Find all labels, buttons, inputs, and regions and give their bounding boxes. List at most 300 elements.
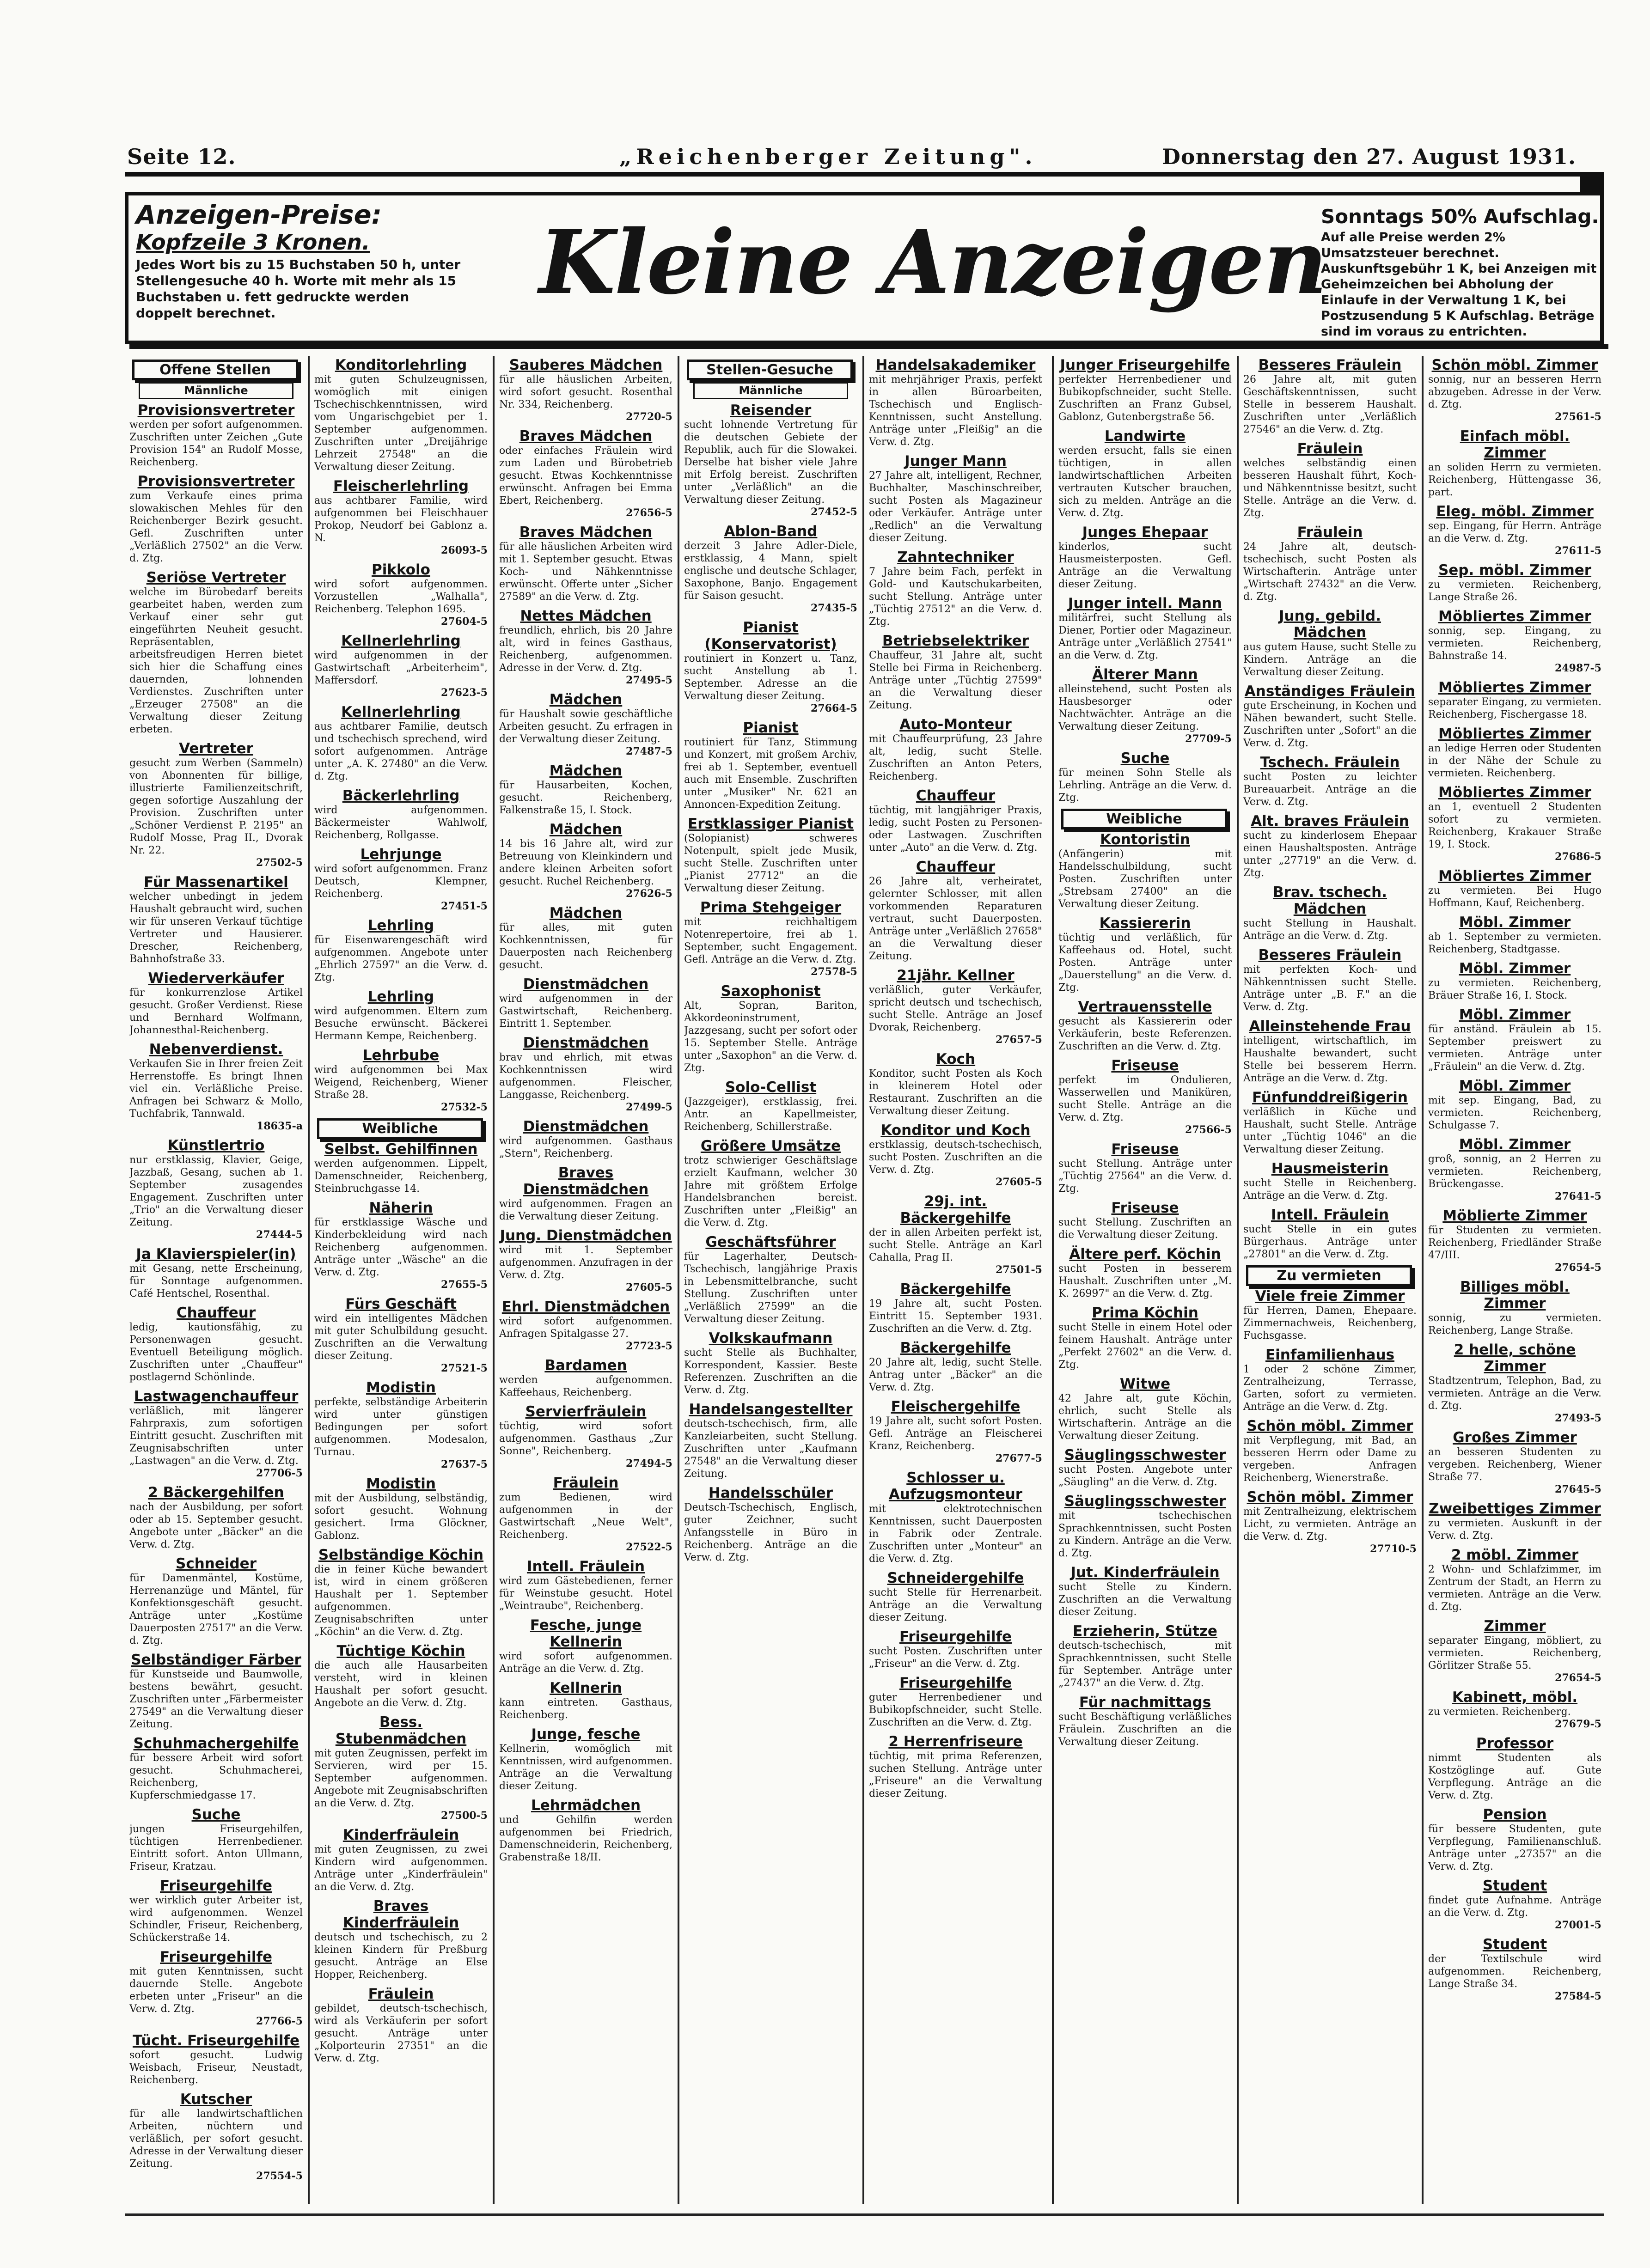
ad-text: perfekte, selbständige Arbeiterin wird unter günstigen Bedingungen per sofort aufgenommen. Modesalon, Turnau. bbox=[314, 1396, 488, 1458]
classified-ad bbox=[499, 905, 672, 971]
ad-text: kann eintreten. Gasthaus, Reichenberg. bbox=[499, 1697, 672, 1721]
ad-heading: Möbliertes Zimmer bbox=[1438, 868, 1591, 884]
ad-text: für alles, mit guten Kochkenntnissen, für Dauerposten nach Reichenberg gesucht. bbox=[499, 922, 672, 971]
ad-text: 24 Jahre alt, deutsch-tschechisch, sucht Posten als Wirtschafterin. Anträge unter „Wirtschaft 27432" an die Verw. d. Ztg. bbox=[1243, 541, 1417, 603]
classified-ad bbox=[314, 1643, 488, 1709]
ad-text: sucht Stellung. Zuschriften an die Verwaltung dieser Zeitung. bbox=[1058, 1217, 1232, 1241]
ad-text: Stadtzentrum, Telephon, Bad, zu vermieten. Anträge an die Verw. d. Ztg. bbox=[1428, 1375, 1601, 1412]
classified-ad bbox=[129, 1305, 303, 1384]
ad-text: jungen Friseurgehilfen, tüchtigen Herrenbediener. Eintritt sofort. Anton Ullmann, Friseur, Kratzau. bbox=[129, 1823, 303, 1872]
classified-ad bbox=[684, 983, 857, 1074]
ad-text: zu vermieten. Auskunft in der Verw. d. Ztg. bbox=[1428, 1518, 1601, 1542]
ad-heading: Für Massenartikel bbox=[144, 874, 288, 890]
ad-text: nur erstklassig, Klavier, Geige, Jazzbaß, Gesang, suchen ab 1. September zusagendes Engagement. Zuschriften unter „Trio" an die Verwaltung dieser Zeitung. bbox=[129, 1154, 303, 1228]
classified-ad bbox=[1243, 440, 1417, 519]
ad-text: 19 Jahre alt, sucht Posten. Eintritt 15. September 1931. Zuschriften an die Verw. d. Ztg. bbox=[869, 1298, 1042, 1335]
ad-text: sucht Stelle in einem Hotel oder feinem Haushalt. Anträge unter „Perfekt 27602" an die Verw. d. Ztg. bbox=[1058, 1322, 1232, 1371]
ad-heading: Fünfunddreißigerin bbox=[1252, 1089, 1408, 1106]
ad-text: tüchtig, wird sofort aufgenommen. Gasthaus „Zur Sonne", Reichenberg. bbox=[499, 1421, 672, 1457]
classified-ad bbox=[869, 1570, 1042, 1624]
ad-text: oder einfaches Fräulein wird zum Laden und Bürobetrieb gesucht. Etwas Kochkenntnisse erwünscht. Anfragen bei Emma Ebert, Reichenberg. bbox=[499, 445, 672, 506]
classified-ad bbox=[869, 549, 1042, 628]
ad-heading: Koch bbox=[935, 1051, 976, 1067]
ad-text: sonnig, zu vermieten. Reichenberg, Lange Straße. bbox=[1428, 1312, 1601, 1336]
classified-ad bbox=[1058, 357, 1232, 423]
classified-ad bbox=[1243, 357, 1417, 436]
classified-ad bbox=[1243, 524, 1417, 603]
classified-ad bbox=[1243, 683, 1417, 750]
ad-text: wird aufgenommen. Eltern zum Besuche erwünscht. Bäckerei Hermann Kempe, Reichenberg. bbox=[314, 1006, 488, 1042]
ad-text: trotz schwieriger Geschäftslage erzielt Kaufmann, welcher 30 Jahre mit größtem Erfolge Handelsbranchen bereist. Zuschriften unter „Fleißig" an die Verw. d. Ztg. bbox=[684, 1155, 857, 1229]
classified-ad bbox=[499, 524, 672, 603]
section-title: Kleine Anzeigen bbox=[539, 211, 1326, 314]
ad-heading: Kellnerin bbox=[550, 1680, 622, 1696]
ad-heading: Wiederverkäufer bbox=[148, 970, 284, 987]
ad-text: mit Zentralheizung, elektrischem Licht, zu vermieten. Anträge an die Verw. d. Ztg. bbox=[1243, 1506, 1417, 1542]
ad-text: 19 Jahre alt, sucht sofort Posten. Gefl. Anträge an Fleischerei Kranz, Reichenberg. bbox=[869, 1415, 1042, 1452]
ad-heading: Bardamen bbox=[544, 1357, 627, 1374]
column-rule bbox=[493, 356, 495, 2204]
classified-ad bbox=[499, 1357, 672, 1399]
classified-ad bbox=[499, 428, 672, 519]
ad-text: mit perfekten Koch- und Nähkenntnissen sucht Stelle. Anträge unter „B. F." an die Verw. d. Ztg. bbox=[1243, 964, 1417, 1013]
ad-text: 26 Jahre alt, mit guten Geschäftskenntnissen, sucht Stelle in besserem Haushalt. Zuschriften unter „Verläßlich 27546" an die Verw. d. Ztg. bbox=[1243, 374, 1417, 435]
ad-text: sucht zu kinderlosem Ehepaar einen Haushaltsposten. Anträge unter „27719" an die Verw. d. Ztg. bbox=[1243, 830, 1417, 879]
ad-heading: Dienstmädchen bbox=[523, 1035, 649, 1051]
ad-text: tüchtig und verläßlich, für Kaffeehaus od. Hotel, sucht Posten. Anträge unter „Dauerstellung" an die Verw. d. Ztg. bbox=[1058, 932, 1232, 994]
ad-heading: Saxophonist bbox=[721, 983, 821, 1000]
ad-text: mit der Ausbildung, selbständig, sofort gesucht. Wohnung gesichert. Irma Glöckner, Gablonz. bbox=[314, 1493, 488, 1542]
classified-ad bbox=[314, 704, 488, 783]
ad-heading: Eleg. möbl. Zimmer bbox=[1436, 503, 1594, 520]
ad-heading: Alleinstehende Frau bbox=[1249, 1018, 1411, 1035]
ad-text: 14 bis 16 Jahre alt, wird zur Betreuung von Kleinkindern und andere kleinen Arbeiten sofort gesucht. Ruchel Reichenberg. bbox=[499, 838, 672, 887]
ad-heading: Besseres Fräulein bbox=[1258, 947, 1402, 963]
ad-text: wird sofort aufgenommen. Franz Deutsch, Klempner, Reichenberg. bbox=[314, 863, 488, 900]
ad-heading: Kellnerlehrling bbox=[341, 633, 461, 649]
ad-number: 27655-5 bbox=[441, 1279, 488, 1291]
classified-ad bbox=[1058, 1447, 1232, 1488]
classified-ad bbox=[684, 1485, 857, 1564]
ad-text: für Haushalt sowie geschäftliche Arbeiten gesucht. Zu erfragen in der Verwaltung dieser Zeitung. bbox=[499, 708, 672, 745]
ad-heading: Konditor und Koch bbox=[880, 1122, 1031, 1139]
classified-ad bbox=[1428, 726, 1601, 780]
ad-number: 27679-5 bbox=[1555, 1718, 1601, 1730]
classified-ad bbox=[129, 970, 303, 1036]
ad-heading: Dienstmädchen bbox=[523, 1118, 649, 1135]
classified-ad bbox=[499, 1227, 672, 1294]
ad-heading: Prima Stehgeiger bbox=[700, 899, 842, 916]
ad-number: 27706-5 bbox=[256, 1467, 303, 1479]
ad-text: tüchtig, mit prima Referenzen, suchen Stellung. Anträge unter „Friseure" an die Verwaltung dieser Zeitung. bbox=[869, 1750, 1042, 1799]
ad-number: 27561-5 bbox=[1555, 411, 1601, 423]
ad-heading: Anständiges Fräulein bbox=[1244, 683, 1416, 700]
ad-heading: Bäckergehilfe bbox=[900, 1340, 1011, 1356]
classifieds-banner bbox=[125, 192, 1604, 344]
ad-heading: Möbliertes Zimmer bbox=[1438, 784, 1591, 801]
ad-text: werden aufgenommen. Lippelt, Damenschneider, Reichenberg, Steinbruchgasse 14. bbox=[314, 1158, 488, 1195]
classified-ad bbox=[684, 523, 857, 615]
classified-ad bbox=[1428, 679, 1601, 721]
classified-ad bbox=[129, 1137, 303, 1241]
ad-heading: Mädchen bbox=[549, 691, 623, 708]
section-subheading: Männliche bbox=[139, 382, 293, 399]
classified-ad bbox=[1428, 1689, 1601, 1731]
ad-heading: Kassiererin bbox=[1099, 915, 1191, 932]
ad-heading: Fürs Geschäft bbox=[345, 1296, 457, 1312]
classified-ad bbox=[129, 1041, 303, 1133]
ad-text: wird ein intelligentes Mädchen mit guter Schulbildung gesucht. Zuschriften an die Verwaltung dieser Zeitung. bbox=[314, 1313, 488, 1362]
ad-heading: Möbl. Zimmer bbox=[1459, 1006, 1571, 1023]
classified-ad bbox=[129, 1878, 303, 1944]
ad-text: 27 Jahre alt, intelligent, Rechner, Buchhalter, Maschinschreiber, sucht Posten als Magazineur oder Verkäufer. Anträge unter „Redlich" an die Verwaltung dieser Zeitung. bbox=[869, 470, 1042, 544]
ad-heading: Pianist bbox=[743, 719, 799, 736]
ad-heading: Reisender bbox=[730, 402, 812, 419]
classified-ad bbox=[1428, 1547, 1601, 1613]
ad-text: wer wirklich guter Arbeiter ist, wird aufgenommen. Wenzel Schindler, Friseur, Reichenberg, Schückerstraße 14. bbox=[129, 1895, 303, 1944]
ad-text: erstklassig, deutsch-tschechisch, sucht Posten. Zuschriften an die Verw. d. Ztg. bbox=[869, 1139, 1042, 1176]
ad-text: 2 Wohn- und Schlafzimmer, im Zentrum der Stadt, an Herrn zu vermieten. Anträge an die Verw. d. Ztg. bbox=[1428, 1564, 1601, 1613]
page-number: Seite 12. bbox=[127, 144, 236, 169]
ad-heading: Lehrjunge bbox=[360, 846, 442, 863]
classified-ad bbox=[1058, 666, 1232, 745]
ad-text: welche im Bürobedarf bereits gearbeitet haben, werden zum Verkauf einer sehr gut eingeführten Neuheit gesucht. Repräsentablen, arbeitsfreudigen Herren bietet sich hier die Schaffung eines dauernden, lohnenden Verdienstes. Zuschriften unter „Erzeuger 27508" an die Verwaltung dieser Zeitung erbeten. bbox=[129, 586, 303, 735]
ad-text: wird sofort aufgenommen. Anträge an die Verw. d. Ztg. bbox=[499, 1651, 672, 1675]
column-rule bbox=[862, 356, 864, 2204]
ad-heading: Konditorlehrling bbox=[335, 357, 467, 373]
ad-text: an soliden Herrn zu vermieten. Reichenberg, Hüttengasse 36, part. bbox=[1428, 462, 1601, 498]
ad-text: alleinstehend, sucht Posten als Hausbesorger oder Nachtwächter. Anträge an die Verwaltung dieser Zeitung. bbox=[1058, 683, 1232, 732]
ad-heading: Jut. Kinderfräulein bbox=[1070, 1564, 1220, 1581]
ad-text: 20 Jahre alt, ledig, sucht Stelle. Antrag unter „Bäcker" an die Verw. d. Ztg. bbox=[869, 1357, 1042, 1393]
ad-text: verläßlich, mit längerer Fahrpraxis, zum sofortigen Eintritt gesucht. Zuschriften mit Zeugnisabschriften unter „Lastwagen" an die Verw. d. Ztg. bbox=[129, 1405, 303, 1467]
classified-ad bbox=[314, 787, 488, 841]
ad-heading: Lehrbube bbox=[362, 1047, 440, 1064]
classified-ad bbox=[684, 619, 857, 715]
ad-text: wird sofort aufgenommen. Vorzustellen „Walhalla", Reichenberg. Telephon 1695. bbox=[314, 579, 488, 615]
ad-text: sonnig, nur an besseren Herrn abzugeben. Adresse in der Verw. d. Ztg. bbox=[1428, 374, 1601, 410]
ad-heading: Fleischerlehrling bbox=[333, 478, 469, 494]
ad-text: sucht Stelle in Reichenberg. Anträge an die Verw. d. Ztg. bbox=[1243, 1177, 1417, 1201]
column-rule bbox=[1237, 356, 1239, 2204]
classified-ad bbox=[1243, 1207, 1417, 1261]
ad-text: 7 Jahre beim Fach, perfekt in Gold- und Kautschukarbeiten, sucht Stellung. Anträge unter „Tüchtig 27512" an die Verw. d. Ztg. bbox=[869, 566, 1042, 628]
classified-ad bbox=[129, 569, 303, 736]
classified-ad bbox=[314, 1827, 488, 1893]
classified-ad bbox=[1243, 1018, 1417, 1085]
ad-number: 27626-5 bbox=[626, 888, 672, 900]
ad-heading: Billiges möbl. Zimmer bbox=[1460, 1279, 1570, 1312]
classified-ad bbox=[684, 402, 857, 518]
classified-ad bbox=[869, 1122, 1042, 1189]
ad-text: mit guten Schulzeugnissen, womöglich mit einigen Tschechischkenntnissen, wird vom Ungarischgebiet per 1. September aufgenommen. Zuschriften unter „Dreijährige Lehrzeit 27548" an die Verwaltung dieser Zeitung. bbox=[314, 374, 488, 473]
classified-ad bbox=[129, 1949, 303, 2028]
ad-number: 27654-5 bbox=[1555, 1262, 1601, 1274]
ad-number: 27554-5 bbox=[256, 2170, 303, 2182]
ad-text: gebildet, deutsch-tschechisch, wird als Verkäuferin per sofort gesucht. Anträge unter „Kolporteurin 27351" an die Verw. d. Ztg. bbox=[314, 2003, 488, 2064]
ad-number: 27645-5 bbox=[1555, 1483, 1601, 1495]
ad-text: (Solopianist) schweres Notenpult, spielt jede Musik, sucht Stelle. Zuschriften unter „Pianist 27712" an die Verwaltung dieser Zeitung. bbox=[684, 833, 857, 894]
ad-text: (Anfängerin) mit Handelsschulbildung, sucht Posten. Zuschriften unter „Strebsam 27400" an die Verwaltung dieser Zeitung. bbox=[1058, 848, 1232, 910]
ad-text: verläßlich, guter Verkäufer, spricht deutsch und tschechisch, sucht Stelle. Anträge an Josef Dvorak, Reichenberg. bbox=[869, 984, 1042, 1033]
ad-heading: 2 möbl. Zimmer bbox=[1451, 1547, 1579, 1563]
ad-heading: Junges Ehepaar bbox=[1082, 524, 1208, 541]
ad-heading: 29j. int. Bäckergehilfe bbox=[900, 1193, 1011, 1226]
ad-heading: Tüchtige Köchin bbox=[336, 1643, 465, 1659]
classified-ad bbox=[1428, 868, 1601, 909]
ad-text: sucht Stelle in ein gutes Bürgerhaus. Anträge unter „27801" an die Verw. d. Ztg. bbox=[1243, 1224, 1417, 1260]
ad-heading: Dienstmädchen bbox=[523, 976, 649, 993]
classified-ad bbox=[869, 787, 1042, 854]
ad-text: für alle häuslichen Arbeiten wird mit 1. September gesucht. Etwas Koch- und Nähkenntnisse erwünscht. Offerte unter „Sicher 27589" an die Verw. d. Ztg. bbox=[499, 541, 672, 603]
classified-ad bbox=[499, 1680, 672, 1721]
classified-ad bbox=[1058, 1305, 1232, 1371]
ad-text: 26 Jahre alt, verheiratet, gelernter Schlosser, mit allen vorkommenden Reparaturen vertraut, sucht Dauerposten. Anträge unter „Verläßlich 27658" an die Verwaltung dieser Zeitung. bbox=[869, 876, 1042, 962]
column-rule bbox=[308, 356, 310, 2204]
classified-ad bbox=[129, 740, 303, 869]
classified-ad bbox=[314, 1379, 488, 1471]
ad-text: aus achtbarer Familie, deutsch und tschechisch sprechend, wird sofort aufgenommen. Anträge unter „A. K. 27480" an die Verw. d. Ztg. bbox=[314, 721, 488, 782]
ad-text: ab 1. September zu vermieten. Reichenberg, Stadtgasse. bbox=[1428, 931, 1601, 955]
ad-heading: Nebenverdienst. bbox=[149, 1041, 283, 1058]
classified-ad bbox=[1428, 1136, 1601, 1203]
classified-ad bbox=[869, 357, 1042, 448]
ad-text: sucht Stellung in Haushalt. Anträge an die Verw. d. Ztg. bbox=[1243, 918, 1417, 942]
ad-heading: Möbl. Zimmer bbox=[1459, 914, 1571, 931]
ad-text: für Studenten zu vermieten. Reichenberg, Friedländer Straße 47/III. bbox=[1428, 1225, 1601, 1261]
ad-heading: Kabinett, möbl. bbox=[1452, 1689, 1578, 1706]
classified-ad bbox=[1058, 1623, 1232, 1689]
ad-text: nach der Ausbildung, per sofort oder ab 15. September gesucht. Angebote unter „Bäcker" an die Verw. d. Ztg. bbox=[129, 1501, 303, 1550]
ad-heading: Mädchen bbox=[549, 821, 623, 838]
classified-ad bbox=[1243, 1347, 1417, 1413]
ad-heading: Schlosser u. Aufzugsmonteur bbox=[888, 1469, 1023, 1503]
ad-heading: Tschech. Fräulein bbox=[1260, 754, 1400, 771]
ad-heading: Zweibettiges Zimmer bbox=[1429, 1500, 1601, 1517]
price-box-title: Anzeigen-Preise: bbox=[136, 200, 382, 230]
classified-ad bbox=[314, 1714, 488, 1822]
classified-ad bbox=[1243, 608, 1417, 678]
ad-heading: Ältere perf. Köchin bbox=[1069, 1246, 1221, 1262]
classified-ad bbox=[1058, 1057, 1232, 1136]
ad-heading: Betriebselektriker bbox=[882, 633, 1029, 649]
ad-heading: Sep. möbl. Zimmer bbox=[1438, 562, 1592, 579]
ad-text: sucht Stelle als Buchhalter, Korrespondent, Kassier. Beste Referenzen. Zuschriften an die Verw. d. Ztg. bbox=[684, 1347, 857, 1396]
classified-ad bbox=[1058, 428, 1232, 519]
classified-ad bbox=[1243, 1489, 1417, 1555]
ad-heading: Provisionsvertreter bbox=[137, 473, 295, 490]
ad-number: 27566-5 bbox=[1185, 1124, 1232, 1136]
ad-heading: Prima Köchin bbox=[1092, 1305, 1198, 1321]
classified-ad bbox=[314, 1898, 488, 1981]
classified-ad bbox=[499, 1164, 672, 1223]
classified-ad bbox=[314, 1547, 488, 1638]
ad-number: 27435-5 bbox=[811, 602, 857, 614]
ad-text: für Herren, Damen, Ehepaare. Zimmernachweis, Reichenberg, Fuchsgasse. bbox=[1243, 1305, 1417, 1341]
ad-text: wird aufgenommen bei Max Weigend, Reichenberg, Wiener Straße 28. bbox=[314, 1064, 488, 1101]
ad-number: 27532-5 bbox=[441, 1101, 488, 1113]
classified-ad bbox=[684, 1330, 857, 1396]
classified-ad bbox=[129, 1555, 303, 1647]
ad-text: routiniert für Tanz, Stimmung und Konzert, mit großem Archiv, frei ab 1. September, eventuell auch mit Ensemble. Zuschriften unter „Musiker" Nr. 621 an Annoncen-Expedition Zeitung. bbox=[684, 737, 857, 811]
classified-ad bbox=[684, 1079, 857, 1133]
ad-text: werden aufgenommen. Kaffeehaus, Reichenberg. bbox=[499, 1374, 672, 1398]
classified-ad bbox=[684, 1234, 857, 1325]
ad-heading: Ja Klavierspieler(in) bbox=[136, 1246, 296, 1262]
classified-ad bbox=[499, 1797, 672, 1864]
classified-ad bbox=[1243, 813, 1417, 879]
ad-text: mit elektrotechnischen Kenntnissen, sucht Dauerposten in Fabrik oder Zentrale. Zuschriften unter „Monteur" an die Verw. d. Ztg. bbox=[869, 1503, 1042, 1565]
newspaper-name: „Reichenberger Zeitung". bbox=[619, 144, 1037, 169]
classified-ad bbox=[869, 453, 1042, 544]
column-rule bbox=[1052, 356, 1054, 2204]
issue-date: Donnerstag den 27. August 1931. bbox=[1162, 144, 1576, 169]
ad-text: mit tschechischen Sprachkenntnissen, sucht Posten zu Kindern. Anträge an die Verw. d. Ztg. bbox=[1058, 1510, 1232, 1559]
ad-text: intelligent, wirtschaftlich, im Haushalte bewandert, sucht Stelle bei besserem Herrn. Anträge an die Verw. d. Ztg. bbox=[1243, 1035, 1417, 1084]
ad-heading: Geschäftsführer bbox=[705, 1234, 836, 1250]
ad-number: 27686-5 bbox=[1555, 851, 1601, 863]
ad-text: werden per sofort aufgenommen. Zuschriften unter Zeichen „Gute Provision 154" an Rudolf Mosse, Reichenberg. bbox=[129, 419, 303, 468]
ad-number: 27657-5 bbox=[996, 1034, 1042, 1046]
ad-text: zu vermieten. Bei Hugo Hoffmann, Kauf, Reichenberg. bbox=[1428, 885, 1601, 909]
ad-text: sucht Stelle für Herrenarbeit. Anträge an die Verwaltung dieser Zeitung. bbox=[869, 1587, 1042, 1623]
ad-text: für alle landwirtschaftlichen Arbeiten, nüchtern und verläßlich, per sofort gesucht. Adresse in der Verwaltung dieser Zeitung. bbox=[129, 2108, 303, 2170]
ad-text: der Textilschule wird aufgenommen. Reichenberg, Lange Straße 34. bbox=[1428, 1953, 1601, 1990]
ad-text: wird zum Gästebedienen, ferner für Weinstube gesucht. Hotel „Weintraube", Reichenberg. bbox=[499, 1575, 672, 1612]
ad-heading: Älterer Mann bbox=[1092, 666, 1198, 683]
classified-ad bbox=[1428, 1735, 1601, 1802]
ad-heading: Fesche, junge Kellnerin bbox=[530, 1617, 642, 1650]
ad-heading: Schneider bbox=[176, 1555, 257, 1572]
classified-ad bbox=[1243, 884, 1417, 942]
classified-ad bbox=[314, 1986, 488, 2065]
classified-ad bbox=[684, 1138, 857, 1229]
classified-ad bbox=[129, 1484, 303, 1551]
ad-heading: Friseurgehilfe bbox=[160, 1878, 272, 1894]
ad-heading: Größere Umsätze bbox=[700, 1138, 841, 1154]
classified-ad bbox=[1243, 947, 1417, 1013]
ad-heading: Provisionsvertreter bbox=[137, 402, 295, 419]
ad-number: 27522-5 bbox=[626, 1541, 672, 1553]
ad-heading: Einfamilienhaus bbox=[1265, 1347, 1395, 1363]
classified-ad bbox=[1428, 1006, 1601, 1073]
ad-heading: Braves Mädchen bbox=[519, 428, 653, 445]
ad-text: Chauffeur, 31 Jahre alt, sucht Stelle bei Firma in Reichenberg. Anträge unter „Tüchtig 27599" an die Verwaltung dieser Zeitung. bbox=[869, 650, 1042, 711]
ad-text: für Eisenwarengeschäft wird aufgenommen. Angebote unter „Ehrlich 27597" an die Verw. d. Ztg. bbox=[314, 934, 488, 983]
ad-heading: Kellnerlehrling bbox=[341, 704, 461, 720]
ad-heading: Junge, fesche bbox=[531, 1726, 641, 1743]
ad-number: 27451-5 bbox=[441, 900, 488, 912]
ad-number: 27502-5 bbox=[256, 857, 303, 869]
ad-text: für Lagerhalter, Deutsch-Tschechisch, langjährige Praxis in Lebensmittelbranche, sucht Stellung. Zuschriften unter „Verläßlich 27599" an die Verwaltung dieser Zeitung. bbox=[684, 1251, 857, 1325]
classified-ad bbox=[1428, 1207, 1601, 1274]
ad-heading: Kontoristin bbox=[1100, 831, 1190, 848]
ad-heading: Für nachmittags bbox=[1079, 1694, 1211, 1711]
classified-ad bbox=[1428, 608, 1601, 675]
ad-text: wird aufgenommen. Fragen an die Verwaltung dieser Zeitung. bbox=[499, 1198, 672, 1222]
classified-ad bbox=[869, 1733, 1042, 1800]
ad-heading: Landwirte bbox=[1104, 428, 1186, 445]
ad-text: die in feiner Küche bewandert ist, wird in einem größeren Haushalt per 1. September aufgenommen. Zeugnisabschriften unter „Köchin" an die Verw. d. Ztg. bbox=[314, 1564, 488, 1638]
classified-ad bbox=[1428, 914, 1601, 956]
ad-number: 18635-a bbox=[257, 1120, 303, 1132]
classified-ad bbox=[1428, 1618, 1601, 1684]
classified-ad bbox=[314, 561, 488, 628]
classified-ad bbox=[1428, 1806, 1601, 1873]
ad-text: sucht Stellung. Anträge unter „Tüchtig 27564" an die Verw. d. Ztg. bbox=[1058, 1158, 1232, 1195]
classified-ad bbox=[499, 1617, 672, 1675]
ad-heading: Besseres Fräulein bbox=[1258, 357, 1402, 373]
surcharge-box bbox=[1321, 204, 1598, 340]
classified-ad bbox=[129, 1806, 303, 1873]
ad-text: wird aufgenommen in der Gastwirtschaft, Reichenberg. Eintritt 1. September. bbox=[499, 993, 672, 1030]
ad-heading: Handelsakademiker bbox=[875, 357, 1036, 373]
column-8 bbox=[1428, 357, 1601, 2210]
classified-ad bbox=[869, 1281, 1042, 1335]
ad-heading: 21jähr. Kellner bbox=[897, 967, 1014, 984]
ad-number: 27720-5 bbox=[626, 411, 672, 423]
ad-text: separater Eingang, möbliert, zu vermieten. Reichenberg, Görlitzer Straße 55. bbox=[1428, 1635, 1601, 1671]
classified-ad bbox=[1243, 754, 1417, 808]
classified-ad bbox=[1428, 1341, 1601, 1425]
classified-ad bbox=[499, 1726, 672, 1792]
ad-heading: Säuglingsschwester bbox=[1064, 1447, 1226, 1463]
ad-number: 26093-5 bbox=[441, 544, 488, 556]
ad-heading: Mädchen bbox=[549, 762, 623, 779]
classified-ad bbox=[869, 1675, 1042, 1729]
ad-number: 27452-5 bbox=[811, 506, 857, 518]
classified-ad bbox=[1428, 1078, 1601, 1132]
classified-ad bbox=[314, 357, 488, 473]
ad-number: 27494-5 bbox=[626, 1457, 672, 1469]
ad-text: für erstklassige Wäsche und Kinderbekleidung wird nach Reichenberg aufgenommen. Anträge unter „Wäsche" an die Verw. d. Ztg. bbox=[314, 1217, 488, 1278]
ad-heading: Bäckerlehrling bbox=[342, 787, 460, 804]
ad-text: mit Verpflegung, mit Bad, an besseren Herrn oder Dame zu vergeben. Anfragen Reichenberg, Wienerstraße. bbox=[1243, 1435, 1417, 1484]
ad-text: aus achtbarer Familie, wird aufgenommen bei Fleischhauer Prokop, Neudorf bei Gablonz a. N. bbox=[314, 495, 488, 544]
classified-ad bbox=[129, 473, 303, 565]
ad-text: perfekter Herrenbediener und Bubikopfschneider, sucht Stelle. Zuschriften an Franz Gubsel, Gablonz, Gutenbergstraße 56. bbox=[1058, 374, 1232, 423]
ad-number: 27709-5 bbox=[1185, 733, 1232, 745]
ad-heading: Suche bbox=[1120, 750, 1170, 767]
ad-text: die auch alle Hausarbeiten versteht, wird in kleinen Haushalt per sofort gesucht. Angebote an die Verw. d. Ztg. bbox=[314, 1660, 488, 1709]
ad-text: an ledige Herren oder Studenten in der Nähe der Schule zu vermieten. Reichenberg. bbox=[1428, 743, 1601, 779]
classified-ad bbox=[1243, 1160, 1417, 1202]
ad-heading: Schneidergehilfe bbox=[887, 1570, 1024, 1586]
ad-text: welches selbständig einen besseren Haushalt führt, Koch- und Nähkenntnisse besitzt, sucht Stelle. Anträge an die Verw. d. Ztg. bbox=[1243, 457, 1417, 519]
classified-ad bbox=[869, 633, 1042, 712]
ad-heading: Sauberes Mädchen bbox=[509, 357, 663, 373]
ad-number: 27654-5 bbox=[1555, 1672, 1601, 1684]
ad-heading: Professor bbox=[1476, 1735, 1554, 1752]
classified-ad bbox=[314, 1296, 488, 1375]
ad-text: 1 oder 2 schöne Zimmer, Zentralheizung, Terrasse, Garten, sofort zu vermieten. Anträge an die Verw. d. Ztg. bbox=[1243, 1364, 1417, 1413]
bottom-rule bbox=[125, 2213, 1604, 2216]
classified-ad bbox=[314, 988, 488, 1043]
ad-heading: Künstlertrio bbox=[167, 1137, 265, 1154]
classified-ad bbox=[869, 1628, 1042, 1670]
ad-text: nimmt Studenten als Kostzöglinge auf. Gute Verpflegung. Anträge an die Verw. d. Ztg. bbox=[1428, 1752, 1601, 1801]
column-5 bbox=[869, 357, 1042, 2210]
classified-ad bbox=[1058, 999, 1232, 1053]
classified-ad bbox=[129, 874, 303, 965]
ad-heading: Möblierte Zimmer bbox=[1442, 1207, 1587, 1224]
classified-ad bbox=[129, 2032, 303, 2086]
surcharge-text: Auf alle Preise werden 2% Umsatzsteuer berechnet. Auskunftsgebühr 1 K, bei Anzeigen mit Geheimzeichen bei Abholung der Einlaufe in der Verwaltung 1 K, bei Postzusendung 5 K Aufschlag. Beträge sind im voraus zu entrichten. bbox=[1321, 230, 1597, 339]
classified-ad bbox=[1428, 428, 1601, 499]
classified-ad bbox=[684, 1401, 857, 1480]
ad-heading: Vertrauensstelle bbox=[1078, 999, 1212, 1015]
ad-text: für meinen Sohn Stelle als Lehrling. Anträge an die Verw. d. Ztg. bbox=[1058, 767, 1232, 804]
